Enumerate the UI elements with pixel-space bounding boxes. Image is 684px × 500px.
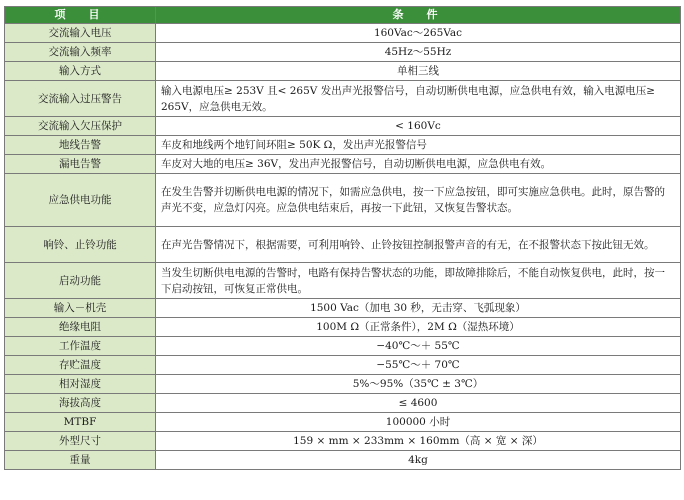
row-condition-value: −40℃～＋ 55℃: [156, 337, 681, 356]
row-condition-value: 在声光告警情况下，根据需要，可利用响铃、止铃按钮控制报警声音的有无，在不报警状态下按此钮无效。: [156, 227, 681, 263]
row-item-label: 交流输入过压警告: [5, 81, 156, 117]
row-condition-value: 4kg: [156, 451, 681, 470]
row-condition-value: 车皮和地线两个地钉间环阻≥ 50K Ω，发出声光报警信号: [156, 136, 681, 155]
row-item-label: 绝缘电阻: [5, 318, 156, 337]
row-condition-value: 160Vac～265Vac: [156, 24, 681, 43]
table-row: [5, 136, 681, 155]
row-item-label: 输入方式: [5, 62, 156, 81]
table-row: [5, 174, 681, 227]
table-row: [5, 356, 681, 375]
header-item: 项 目: [5, 7, 156, 24]
table-row: [5, 318, 681, 337]
table-row: [5, 451, 681, 470]
row-item-label: 工作温度: [5, 337, 156, 356]
row-condition-value: 车皮对大地的电压≥ 36V，发出声光报警信号，自动切断供电电源，应急供电有效。: [156, 155, 681, 174]
row-item-label: 应急供电功能: [5, 174, 156, 227]
row-item-label: 外型尺寸: [5, 432, 156, 451]
table-row: [5, 117, 681, 136]
row-item-label: 交流输入电压: [5, 24, 156, 43]
table-row: [5, 227, 681, 263]
table-row: [5, 394, 681, 413]
row-item-label: 存贮温度: [5, 356, 156, 375]
row-condition-value: 159 × mm × 233mm × 160mm（高 × 宽 × 深）: [156, 432, 681, 451]
row-item-label: 响铃、止铃功能: [5, 227, 156, 263]
row-condition-value: 100M Ω（正常条件），2M Ω（湿热环境）: [156, 318, 681, 337]
row-condition-value: 输入电源电压≥ 253V 且< 265V 发出声光报警信号，自动切断供电电源，应急供电有效，输入电源电压≥ 265V，应急供电无效。: [156, 81, 681, 117]
table-row: [5, 81, 681, 117]
table-row: [5, 337, 681, 356]
table-row: [5, 62, 681, 81]
row-item-label: 启动功能: [5, 263, 156, 299]
row-condition-value: 1500 Vac（加电 30 秒，无击穿、飞弧现象）: [156, 299, 681, 318]
row-item-label: 海拔高度: [5, 394, 156, 413]
row-condition-value: ≤ 4600: [156, 394, 681, 413]
table-row: [5, 155, 681, 174]
row-condition-value: 5%～95%（35℃ ± 3℃）: [156, 375, 681, 394]
row-condition-value: < 160Vc: [156, 117, 681, 136]
table-row: [5, 413, 681, 432]
row-item-label: 重量: [5, 451, 156, 470]
table-header-row: [5, 7, 681, 24]
row-condition-value: 当发生切断供电电源的告警时，电路有保持告警状态的功能，即故障排除后，不能自动恢复供电，此时，按一下启动按钮，可恢复正常供电。: [156, 263, 681, 299]
row-item-label: 相对湿度: [5, 375, 156, 394]
row-item-label: 交流输入欠压保护: [5, 117, 156, 136]
table-row: [5, 43, 681, 62]
row-condition-value: 100000 小时: [156, 413, 681, 432]
row-condition-value: −55℃～＋ 70℃: [156, 356, 681, 375]
row-item-label: 地线告警: [5, 136, 156, 155]
row-item-label: 交流输入频率: [5, 43, 156, 62]
table-row: [5, 375, 681, 394]
row-condition-value: 在发生告警并切断供电电源的情况下，如需应急供电，按一下应急按钮，即可实施应急供电。此时，原告警的声光不变，应急灯闪亮。应急供电结束后，再按一下此钮，又恢复告警状态。: [156, 174, 681, 227]
row-condition-value: 单相三线: [156, 62, 681, 81]
row-item-label: 输入－机壳: [5, 299, 156, 318]
table-row: [5, 24, 681, 43]
row-condition-value: 45Hz～55Hz: [156, 43, 681, 62]
row-item-label: 漏电告警: [5, 155, 156, 174]
spec-table: [4, 6, 681, 470]
table-row: [5, 263, 681, 299]
table-row: [5, 432, 681, 451]
table-row: [5, 299, 681, 318]
row-item-label: MTBF: [5, 413, 156, 432]
header-condition: 条 件: [156, 7, 681, 24]
